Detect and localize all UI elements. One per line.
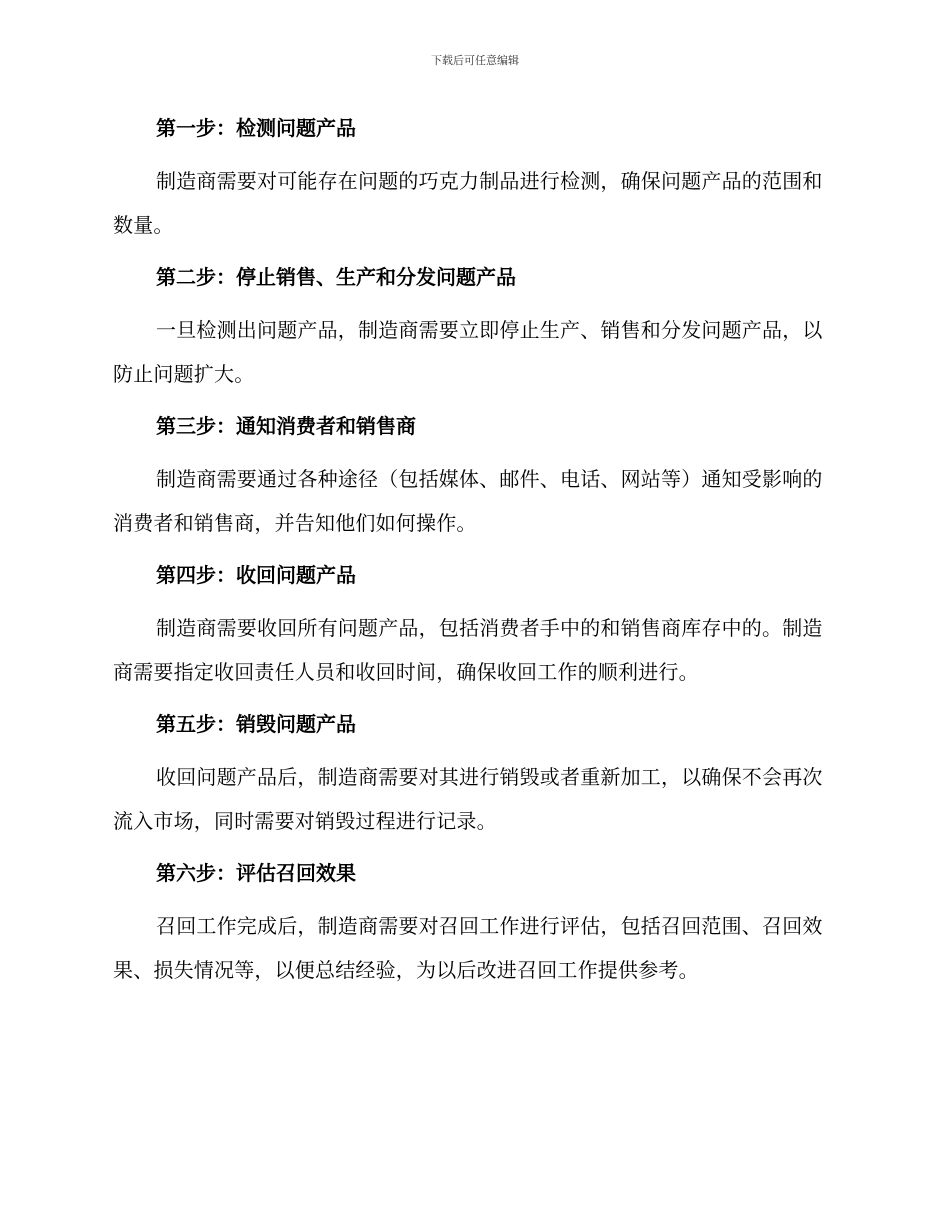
step-4-section — [113, 557, 833, 694]
step-paragraph: 制造商需要对可能存在问题的巧克力制品进行检测，确保问题产品的范围和数量。 — [113, 169, 823, 237]
step-3-section — [113, 408, 833, 545]
step-heading: 第一步：检测问题产品 — [156, 116, 356, 140]
step-2-section — [113, 259, 833, 396]
step-1-section — [113, 110, 833, 247]
step-paragraph: 一旦检测出问题产品，制造商需要立即停止生产、销售和分发问题产品，以防止问题扩大。 — [113, 318, 823, 386]
step-5-section — [113, 706, 833, 843]
step-paragraph: 收回问题产品后，制造商需要对其进行销毁或者重新加工，以确保不会再次流入市场，同时需要对销毁过程进行记录。 — [113, 765, 823, 833]
page-header-note: 下载后可任意编辑 — [431, 54, 519, 67]
step-heading: 第五步：销毁问题产品 — [156, 712, 356, 736]
step-heading: 第六步：评估召回效果 — [156, 861, 356, 885]
step-paragraph: 制造商需要通过各种途径（包括媒体、邮件、电话、网站等）通知受影响的消费者和销售商，并告知他们如何操作。 — [113, 467, 823, 535]
step-heading: 第三步：通知消费者和销售商 — [156, 414, 416, 438]
step-6-section — [113, 855, 833, 992]
step-paragraph: 制造商需要收回所有问题产品，包括消费者手中的和销售商库存中的。制造商需要指定收回责任人员和收回时间，确保收回工作的顺利进行。 — [113, 616, 823, 684]
step-heading: 第四步：收回问题产品 — [156, 563, 356, 587]
step-paragraph: 召回工作完成后，制造商需要对召回工作进行评估，包括召回范围、召回效果、损失情况等，以便总结经验，为以后改进召回工作提供参考。 — [113, 914, 823, 982]
document-body — [113, 110, 833, 1004]
step-heading: 第二步：停止销售、生产和分发问题产品 — [156, 265, 516, 289]
